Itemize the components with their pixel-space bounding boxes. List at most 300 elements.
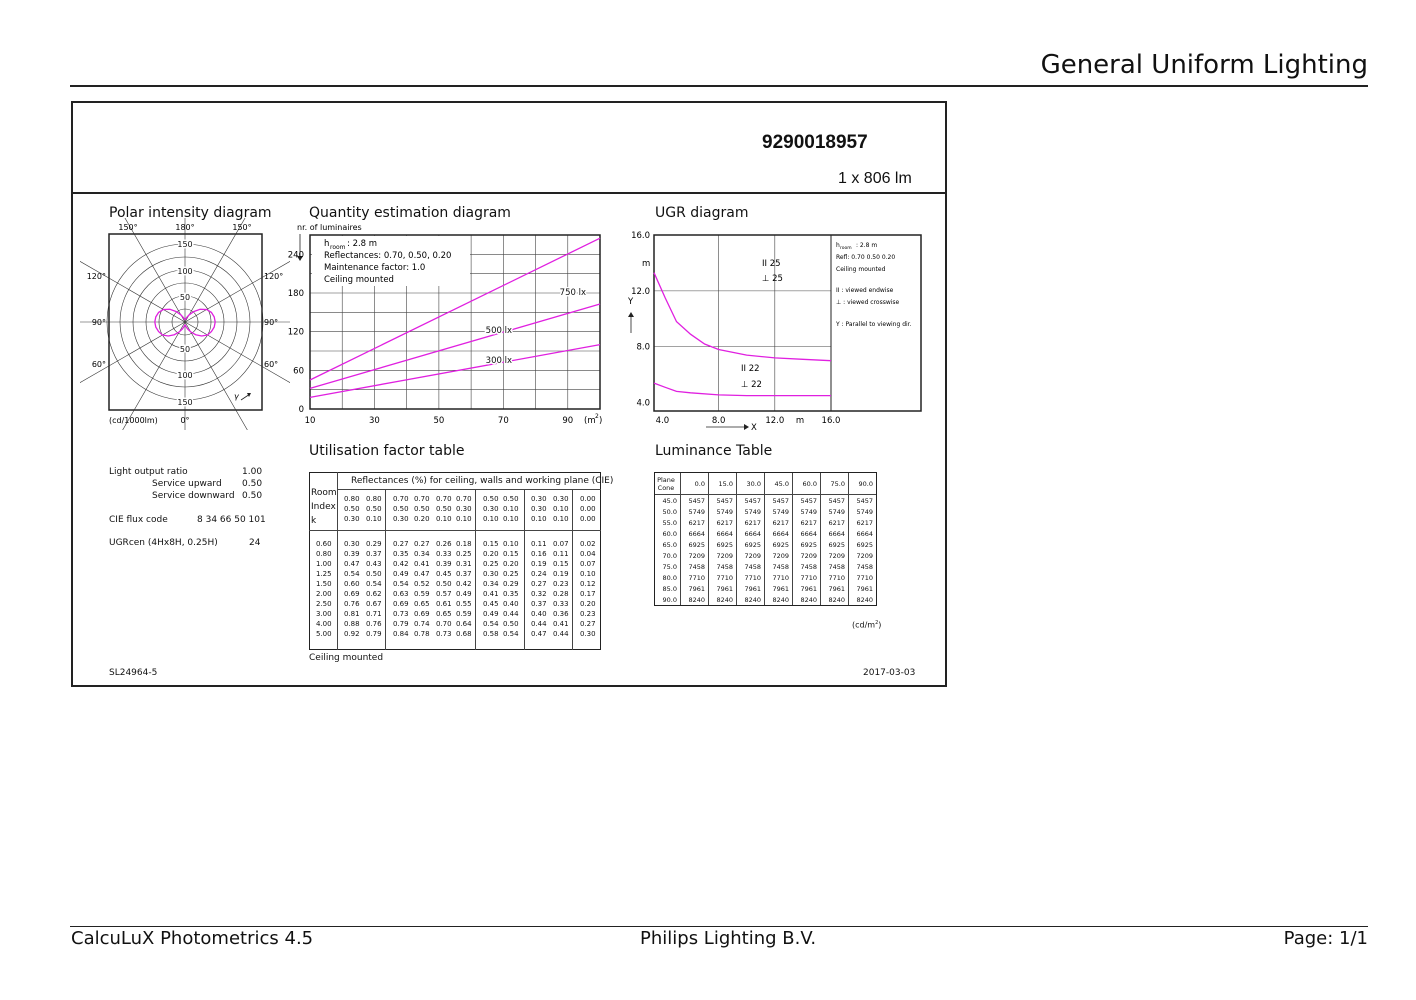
luminance-table bbox=[655, 473, 876, 605]
luminance-value-cell: 6217 bbox=[765, 517, 793, 528]
lor-value: 1.00 bbox=[242, 467, 263, 477]
uf-value-cell: 0.50 bbox=[436, 580, 452, 588]
uf-value-cell: 0.47 bbox=[531, 630, 547, 638]
ugr-x-tick-label: 12.0 bbox=[765, 416, 785, 426]
luminance-value-cell: 7209 bbox=[681, 550, 709, 561]
luminance-value-cell: 5749 bbox=[737, 506, 765, 517]
uf-reflectance-cell: 0.10 bbox=[456, 515, 472, 523]
luminance-cone-cell: 50.0 bbox=[662, 507, 677, 516]
luminance-row bbox=[655, 528, 876, 539]
luminance-row bbox=[655, 594, 876, 605]
uf-col-divider bbox=[385, 489, 386, 650]
luminance-value-cell: 7710 bbox=[849, 572, 877, 583]
luminance-cone-cell: 85.0 bbox=[662, 584, 677, 593]
uf-col-divider bbox=[572, 489, 573, 650]
luminance-row bbox=[655, 561, 876, 572]
luminance-value-cell: 7209 bbox=[709, 550, 737, 561]
luminance-value-cell: 8240 bbox=[737, 594, 765, 605]
luminance-value-cell: 7458 bbox=[709, 561, 737, 572]
luminance-plane-header: 0.0 bbox=[681, 473, 709, 495]
polar-top-label: 150° bbox=[232, 223, 252, 232]
polar-spoke bbox=[85, 322, 185, 430]
x-tick-label: 50 bbox=[433, 416, 445, 426]
luminance-value-cell: 7710 bbox=[793, 572, 821, 583]
ugr-y-tick-label: 8.0 bbox=[636, 342, 650, 353]
polar-left-label: 120° bbox=[86, 272, 106, 281]
uf-reflectance-cell: 0.10 bbox=[531, 515, 547, 523]
luminance-value-cell: 6664 bbox=[849, 528, 877, 539]
ugr-y-unit: m bbox=[642, 259, 651, 269]
ugr-legend-height: : 2.8 m bbox=[856, 242, 878, 249]
luminance-value-cell: 5457 bbox=[737, 495, 765, 507]
ugr-y-arrowhead-icon bbox=[628, 312, 634, 317]
uf-room-index-cell: 1.50 bbox=[316, 580, 332, 588]
uf-value-cell: 0.35 bbox=[393, 550, 409, 558]
uf-value-cell: 0.67 bbox=[366, 600, 382, 608]
luminance-cone-cell: 65.0 bbox=[662, 540, 677, 549]
luminance-value-cell: 5457 bbox=[709, 495, 737, 507]
cie-flux-label: CIE flux code bbox=[109, 515, 168, 525]
uf-reflectance-cell: 0.00 bbox=[580, 515, 596, 523]
luminance-cone-cell: 80.0 bbox=[662, 573, 677, 582]
uf-value-cell: 0.49 bbox=[393, 570, 409, 578]
luminance-value-cell: 8240 bbox=[849, 594, 877, 605]
uf-value-cell: 0.25 bbox=[456, 550, 472, 558]
uf-value-cell: 0.34 bbox=[414, 550, 430, 558]
uf-value-cell: 0.55 bbox=[456, 600, 472, 608]
ugr-y-tick-label: 4.0 bbox=[636, 398, 650, 409]
uf-value-cell: 0.20 bbox=[483, 550, 499, 558]
uf-value-cell: 0.69 bbox=[414, 610, 430, 618]
uf-value-cell: 0.92 bbox=[344, 630, 360, 638]
series-label-750: 750 lx bbox=[559, 288, 586, 298]
luminance-value-cell: 7458 bbox=[681, 561, 709, 572]
luminance-row bbox=[655, 539, 876, 550]
uf-value-cell: 0.40 bbox=[531, 610, 547, 618]
luminance-plane-header: 90.0 bbox=[849, 473, 877, 495]
quantity-info-reflectances: Reflectances: 0.70, 0.50, 0.20 bbox=[324, 251, 452, 261]
luminance-value-cell: 6664 bbox=[709, 528, 737, 539]
uf-reflectance-cell: 0.50 bbox=[344, 505, 360, 513]
luminance-row bbox=[655, 517, 876, 528]
luminance-value-cell: 8240 bbox=[709, 594, 737, 605]
uf-value-cell: 0.07 bbox=[580, 560, 596, 568]
uf-room-index-cell: 1.25 bbox=[316, 570, 332, 578]
uf-value-cell: 0.25 bbox=[503, 570, 519, 578]
polar-right-label: 90° bbox=[264, 318, 279, 327]
uf-value-cell: 0.79 bbox=[393, 620, 409, 628]
uf-value-cell: 0.74 bbox=[414, 620, 430, 628]
uf-value-cell: 0.10 bbox=[580, 570, 596, 578]
uf-value-cell: 0.60 bbox=[344, 580, 360, 588]
y-tick-label: 0 bbox=[298, 405, 304, 415]
luminance-value-cell: 5457 bbox=[681, 495, 709, 507]
uf-reflectance-cell: 0.80 bbox=[344, 495, 360, 503]
uf-value-cell: 0.42 bbox=[393, 560, 409, 568]
luminance-value-cell: 7458 bbox=[821, 561, 849, 572]
uf-value-cell: 0.17 bbox=[580, 590, 596, 598]
polar-ring-label: 50 bbox=[179, 293, 191, 302]
luminance-value-cell: 7710 bbox=[821, 572, 849, 583]
luminance-value-cell: 6925 bbox=[849, 539, 877, 550]
uf-value-cell: 0.04 bbox=[580, 550, 596, 558]
uf-value-cell: 0.23 bbox=[553, 580, 569, 588]
luminance-plane-header: 45.0 bbox=[765, 473, 793, 495]
polar-title: Polar intensity diagram bbox=[109, 205, 272, 221]
quantity-info-h: h bbox=[324, 239, 330, 249]
uf-value-cell: 0.79 bbox=[366, 630, 382, 638]
uf-value-cell: 0.23 bbox=[580, 610, 596, 618]
uf-room-index-cell: 2.50 bbox=[316, 600, 332, 608]
uf-value-cell: 0.30 bbox=[483, 570, 499, 578]
uf-value-cell: 0.76 bbox=[366, 620, 382, 628]
luminance-value-cell: 6925 bbox=[793, 539, 821, 550]
luminance-value-cell: 5749 bbox=[821, 506, 849, 517]
luminance-title: Luminance Table bbox=[655, 443, 773, 459]
ugr-x-tick-label: 8.0 bbox=[711, 416, 726, 426]
luminance-value-cell: 7710 bbox=[737, 572, 765, 583]
service-upward-label: Service upward bbox=[152, 479, 222, 489]
luminance-value-cell: 7458 bbox=[737, 561, 765, 572]
luminance-value-cell: 6925 bbox=[765, 539, 793, 550]
uf-reflectance-cell: 0.10 bbox=[483, 515, 499, 523]
luminance-plane-header: 15.0 bbox=[709, 473, 737, 495]
quantity-series-line bbox=[310, 304, 600, 388]
y-tick-label: 60 bbox=[293, 366, 304, 377]
luminance-value-cell: 5749 bbox=[793, 506, 821, 517]
uf-value-cell: 0.27 bbox=[393, 540, 409, 548]
product-code: 9290018957 bbox=[762, 132, 868, 153]
uf-value-cell: 0.73 bbox=[393, 610, 409, 618]
luminance-value-cell: 7209 bbox=[821, 550, 849, 561]
uf-value-cell: 0.19 bbox=[553, 570, 569, 578]
uf-header: Reflectances (%) for ceiling, walls and working plane (CIE) bbox=[351, 476, 614, 486]
uf-value-cell: 0.71 bbox=[366, 610, 382, 618]
uf-value-cell: 0.49 bbox=[456, 590, 472, 598]
uf-room-label: Room bbox=[311, 488, 337, 498]
ugr-x-tick-label: 16.0 bbox=[821, 416, 841, 426]
quantity-xunit: (m bbox=[584, 416, 596, 426]
uf-value-cell: 0.37 bbox=[531, 600, 547, 608]
polar-spoke bbox=[80, 322, 185, 422]
luminance-cone-cell: 55.0 bbox=[662, 518, 677, 527]
luminance-value-cell: 6925 bbox=[821, 539, 849, 550]
uf-room-index-cell: 4.00 bbox=[316, 620, 332, 628]
lumen-output: 1 x 806 lm bbox=[838, 170, 912, 187]
service-upward-value: 0.50 bbox=[242, 479, 263, 489]
uf-value-cell: 0.54 bbox=[393, 580, 409, 588]
uf-value-cell: 0.69 bbox=[344, 590, 360, 598]
uf-value-cell: 0.54 bbox=[366, 580, 382, 588]
polar-spoke bbox=[185, 322, 290, 422]
luminance-value-cell: 7961 bbox=[849, 583, 877, 594]
luminance-cone-cell: 70.0 bbox=[662, 551, 677, 560]
uf-value-cell: 0.64 bbox=[456, 620, 472, 628]
uf-value-cell: 0.27 bbox=[580, 620, 596, 628]
uf-room-index-cell: 1.00 bbox=[316, 560, 332, 568]
uf-reflectance-cell: 0.50 bbox=[483, 495, 499, 503]
luminance-header-row bbox=[655, 473, 876, 495]
footer-rule bbox=[70, 926, 1368, 927]
luminance-cone-cell: 45.0 bbox=[662, 496, 677, 505]
uf-value-cell: 0.44 bbox=[503, 610, 519, 618]
ugr-legend-mount: Ceiling mounted bbox=[836, 266, 886, 273]
uf-value-cell: 0.33 bbox=[553, 600, 569, 608]
uf-col-divider bbox=[337, 472, 338, 650]
quantity-xunit-sup: 2 bbox=[595, 413, 599, 420]
uf-value-cell: 0.50 bbox=[366, 570, 382, 578]
x-tick-label: 30 bbox=[369, 416, 380, 426]
uf-reflectance-cell: 0.70 bbox=[436, 495, 452, 503]
uf-reflectance-cell: 0.00 bbox=[580, 495, 596, 503]
uf-value-cell: 0.52 bbox=[414, 580, 430, 588]
uf-value-cell: 0.42 bbox=[456, 580, 472, 588]
uf-reflectance-cell: 0.70 bbox=[456, 495, 472, 503]
luminance-value-cell: 6664 bbox=[793, 528, 821, 539]
luminance-value-cell: 6925 bbox=[681, 539, 709, 550]
luminance-row bbox=[655, 495, 876, 507]
polar-top-label: 150° bbox=[118, 223, 138, 232]
uf-value-cell: 0.84 bbox=[393, 630, 409, 638]
polar-ring-label: 150 bbox=[177, 398, 193, 407]
uf-value-cell: 0.41 bbox=[553, 620, 569, 628]
uf-value-cell: 0.32 bbox=[531, 590, 547, 598]
polar-bottom-angle: 0° bbox=[180, 416, 190, 425]
uf-value-cell: 0.45 bbox=[436, 570, 452, 578]
x-tick-label: 70 bbox=[497, 416, 509, 426]
y-tick-label: 120 bbox=[287, 327, 304, 338]
quantity-ylabel: nr. of luminaires bbox=[297, 223, 362, 232]
uf-room-index-cell: 2.00 bbox=[316, 590, 332, 598]
uf-room-index-cell: 5.00 bbox=[316, 630, 332, 638]
uf-value-cell: 0.10 bbox=[503, 540, 519, 548]
ugr-x-unit: m bbox=[795, 416, 805, 426]
polar-ring-label: 100 bbox=[177, 267, 193, 276]
uf-reflectance-cell: 0.30 bbox=[483, 505, 499, 513]
uf-value-cell: 0.47 bbox=[344, 560, 360, 568]
uf-value-cell: 0.73 bbox=[436, 630, 452, 638]
uf-value-cell: 0.40 bbox=[503, 600, 519, 608]
uf-value-cell: 0.76 bbox=[344, 600, 360, 608]
x-tick-label: 90 bbox=[562, 416, 574, 426]
uf-value-cell: 0.37 bbox=[366, 550, 382, 558]
document-ref: SL24964-5 bbox=[109, 668, 158, 678]
luminance-value-cell: 7710 bbox=[765, 572, 793, 583]
ugr-legend-h: h bbox=[836, 242, 840, 249]
luminance-value-cell: 6217 bbox=[681, 517, 709, 528]
uf-col-divider bbox=[524, 489, 525, 650]
luminance-unit: $(cd/m^2)$ bbox=[852, 620, 882, 630]
luminance-value-cell: 7710 bbox=[709, 572, 737, 583]
luminance-value-cell: 7458 bbox=[849, 561, 877, 572]
uf-row-divider bbox=[337, 489, 601, 490]
uf-room-index-cell: 0.60 bbox=[316, 540, 332, 548]
luminance-value-cell: 6664 bbox=[821, 528, 849, 539]
uf-value-cell: 0.11 bbox=[531, 540, 547, 548]
luminance-value-cell: 7961 bbox=[793, 583, 821, 594]
luminance-value-cell: 6925 bbox=[709, 539, 737, 550]
uf-room-index-cell: 0.80 bbox=[316, 550, 332, 558]
uf-value-cell: 0.63 bbox=[393, 590, 409, 598]
uf-value-cell: 0.35 bbox=[503, 590, 519, 598]
uf-value-cell: 0.15 bbox=[553, 560, 569, 568]
polar-diagram bbox=[80, 218, 290, 430]
uf-row-divider bbox=[309, 530, 601, 531]
uf-value-cell: 0.33 bbox=[436, 550, 452, 558]
uf-value-cell: 0.20 bbox=[580, 600, 596, 608]
polar-unit: (cd/1000lm) bbox=[109, 416, 158, 425]
luminance-row bbox=[655, 506, 876, 517]
uf-reflectance-cell: 0.10 bbox=[503, 505, 519, 513]
gamma-label: γ bbox=[234, 392, 239, 401]
uf-value-cell: 0.20 bbox=[503, 560, 519, 568]
ugr-legend-crosswise: ⊥ : viewed crosswise bbox=[836, 299, 900, 306]
ugr-series-line bbox=[654, 273, 831, 361]
uf-value-cell: 0.19 bbox=[531, 560, 547, 568]
uf-value-cell: 0.16 bbox=[531, 550, 547, 558]
luminance-value-cell: 5749 bbox=[709, 506, 737, 517]
quantity-info-height: : 2.8 m bbox=[347, 239, 378, 249]
polar-spoke bbox=[185, 322, 285, 430]
uf-value-cell: 0.15 bbox=[503, 550, 519, 558]
uf-value-cell: 0.18 bbox=[456, 540, 472, 548]
luminance-value-cell: 7209 bbox=[849, 550, 877, 561]
luminance-value-cell: 7961 bbox=[737, 583, 765, 594]
polar-right-label: 120° bbox=[264, 272, 284, 281]
uf-reflectance-cell: 0.70 bbox=[414, 495, 430, 503]
uf-value-cell: 0.29 bbox=[366, 540, 382, 548]
luminance-value-cell: 7961 bbox=[681, 583, 709, 594]
uf-reflectance-cell: 0.50 bbox=[503, 495, 519, 503]
ugr-legend-parallel: Y : Parallel to viewing dir. bbox=[836, 321, 912, 328]
service-downward-value: 0.50 bbox=[242, 491, 263, 501]
uf-value-cell: 0.30 bbox=[344, 540, 360, 548]
cie-flux-value: 8 34 66 50 101 bbox=[197, 515, 266, 525]
luminance-value-cell: 7209 bbox=[793, 550, 821, 561]
luminance-value-cell: 5457 bbox=[793, 495, 821, 507]
luminance-value-cell: 7961 bbox=[821, 583, 849, 594]
luminance-value-cell: 7458 bbox=[765, 561, 793, 572]
uf-value-cell: 0.07 bbox=[553, 540, 569, 548]
luminance-table-frame bbox=[654, 472, 877, 606]
ugr-y-tick-label: 12.0 bbox=[631, 286, 650, 297]
quantity-xunit-close: ) bbox=[599, 416, 603, 426]
uf-value-cell: 0.61 bbox=[436, 600, 452, 608]
uf-value-cell: 0.50 bbox=[503, 620, 519, 628]
quantity-chart bbox=[285, 218, 615, 430]
uf-value-cell: 0.81 bbox=[344, 610, 360, 618]
uf-value-cell: 0.43 bbox=[366, 560, 382, 568]
uf-value-cell: 0.27 bbox=[531, 580, 547, 588]
uf-col-divider bbox=[475, 489, 476, 650]
y-tick-label: 180 bbox=[287, 289, 304, 299]
uf-value-cell: 0.26 bbox=[436, 540, 452, 548]
luminance-cone-cell: 90.0 bbox=[662, 595, 677, 604]
luminance-value-cell: 5749 bbox=[681, 506, 709, 517]
uf-value-cell: 0.41 bbox=[414, 560, 430, 568]
polar-ring-label: 100 bbox=[177, 371, 193, 380]
ugr-mark: II 22 bbox=[741, 364, 760, 374]
document-date: 2017-03-03 bbox=[863, 668, 916, 678]
service-downward-label: Service downward bbox=[152, 491, 235, 501]
uf-room-index-cell: 3.00 bbox=[316, 610, 332, 618]
uf-value-cell: 0.65 bbox=[436, 610, 452, 618]
uf-value-cell: 0.30 bbox=[580, 630, 596, 638]
uf-reflectance-cell: 0.30 bbox=[531, 495, 547, 503]
luminance-row bbox=[655, 572, 876, 583]
uf-value-cell: 0.36 bbox=[553, 610, 569, 618]
polar-right-label: 60° bbox=[264, 360, 279, 369]
x-tick-label: 10 bbox=[304, 416, 316, 426]
uf-value-cell: 0.12 bbox=[580, 580, 596, 588]
luminance-value-cell: 6217 bbox=[849, 517, 877, 528]
quantity-title: Quantity estimation diagram bbox=[309, 205, 511, 221]
uf-reflectance-cell: 0.30 bbox=[456, 505, 472, 513]
ugr-mark: ⊥ 25 bbox=[762, 274, 783, 284]
uf-reflectance-cell: 0.30 bbox=[344, 515, 360, 523]
luminance-value-cell: 7961 bbox=[765, 583, 793, 594]
luminance-value-cell: 6664 bbox=[681, 528, 709, 539]
uf-reflectance-cell: 0.50 bbox=[366, 505, 382, 513]
luminance-value-cell: 6217 bbox=[793, 517, 821, 528]
uf-value-cell: 0.54 bbox=[503, 630, 519, 638]
ugr-chart bbox=[615, 222, 930, 434]
uf-value-cell: 0.29 bbox=[503, 580, 519, 588]
ugr-title: UGR diagram bbox=[655, 205, 749, 221]
uf-index-label: Index bbox=[311, 502, 336, 512]
uf-value-cell: 0.44 bbox=[553, 630, 569, 638]
uf-value-cell: 0.68 bbox=[456, 630, 472, 638]
quantity-info-mounting: Ceiling mounted bbox=[324, 275, 394, 285]
uf-reflectance-cell: 0.10 bbox=[553, 505, 569, 513]
uf-value-cell: 0.57 bbox=[436, 590, 452, 598]
luminance-value-cell: 8240 bbox=[793, 594, 821, 605]
uf-reflectance-cell: 0.50 bbox=[414, 505, 430, 513]
uf-reflectance-cell: 0.10 bbox=[366, 515, 382, 523]
luminance-value-cell: 5749 bbox=[765, 506, 793, 517]
luminance-value-cell: 5457 bbox=[849, 495, 877, 507]
uf-value-cell: 0.54 bbox=[483, 620, 499, 628]
luminance-row bbox=[655, 550, 876, 561]
ugr-legend-endwise: II : viewed endwise bbox=[836, 287, 894, 294]
header-rule bbox=[70, 85, 1368, 87]
uf-value-cell: 0.45 bbox=[483, 600, 499, 608]
page-header-title: General Uniform Lighting bbox=[1040, 50, 1368, 80]
luminance-plane-header: 60.0 bbox=[793, 473, 821, 495]
polar-ring-label: 50 bbox=[179, 345, 191, 354]
luminance-cone-cell: 60.0 bbox=[662, 529, 677, 538]
uf-value-cell: 0.34 bbox=[483, 580, 499, 588]
footer-software: CalcuLuX Photometrics 4.5 bbox=[71, 928, 314, 949]
ugr-mark: II 25 bbox=[762, 259, 781, 269]
ugr-x-tick-label: 4.0 bbox=[655, 416, 670, 426]
uf-value-cell: 0.31 bbox=[456, 560, 472, 568]
uf-value-cell: 0.24 bbox=[531, 570, 547, 578]
uf-value-cell: 0.65 bbox=[414, 600, 430, 608]
uf-reflectance-cell: 0.30 bbox=[393, 515, 409, 523]
luminance-value-cell: 7209 bbox=[765, 550, 793, 561]
luminance-corner-cell: Plane Cone bbox=[655, 473, 681, 495]
uf-k-label: k bbox=[311, 516, 317, 526]
series-label-300: 300 lx bbox=[485, 356, 512, 366]
footer-page: Page: 1/1 bbox=[1283, 928, 1368, 949]
uf-value-cell: 0.02 bbox=[580, 540, 596, 548]
quantity-info-maintenance: Maintenance factor: 1.0 bbox=[324, 263, 426, 273]
uf-value-cell: 0.78 bbox=[414, 630, 430, 638]
polar-left-label: 90° bbox=[91, 318, 106, 327]
uf-value-cell: 0.25 bbox=[483, 560, 499, 568]
uf-reflectance-cell: 0.00 bbox=[580, 505, 596, 513]
